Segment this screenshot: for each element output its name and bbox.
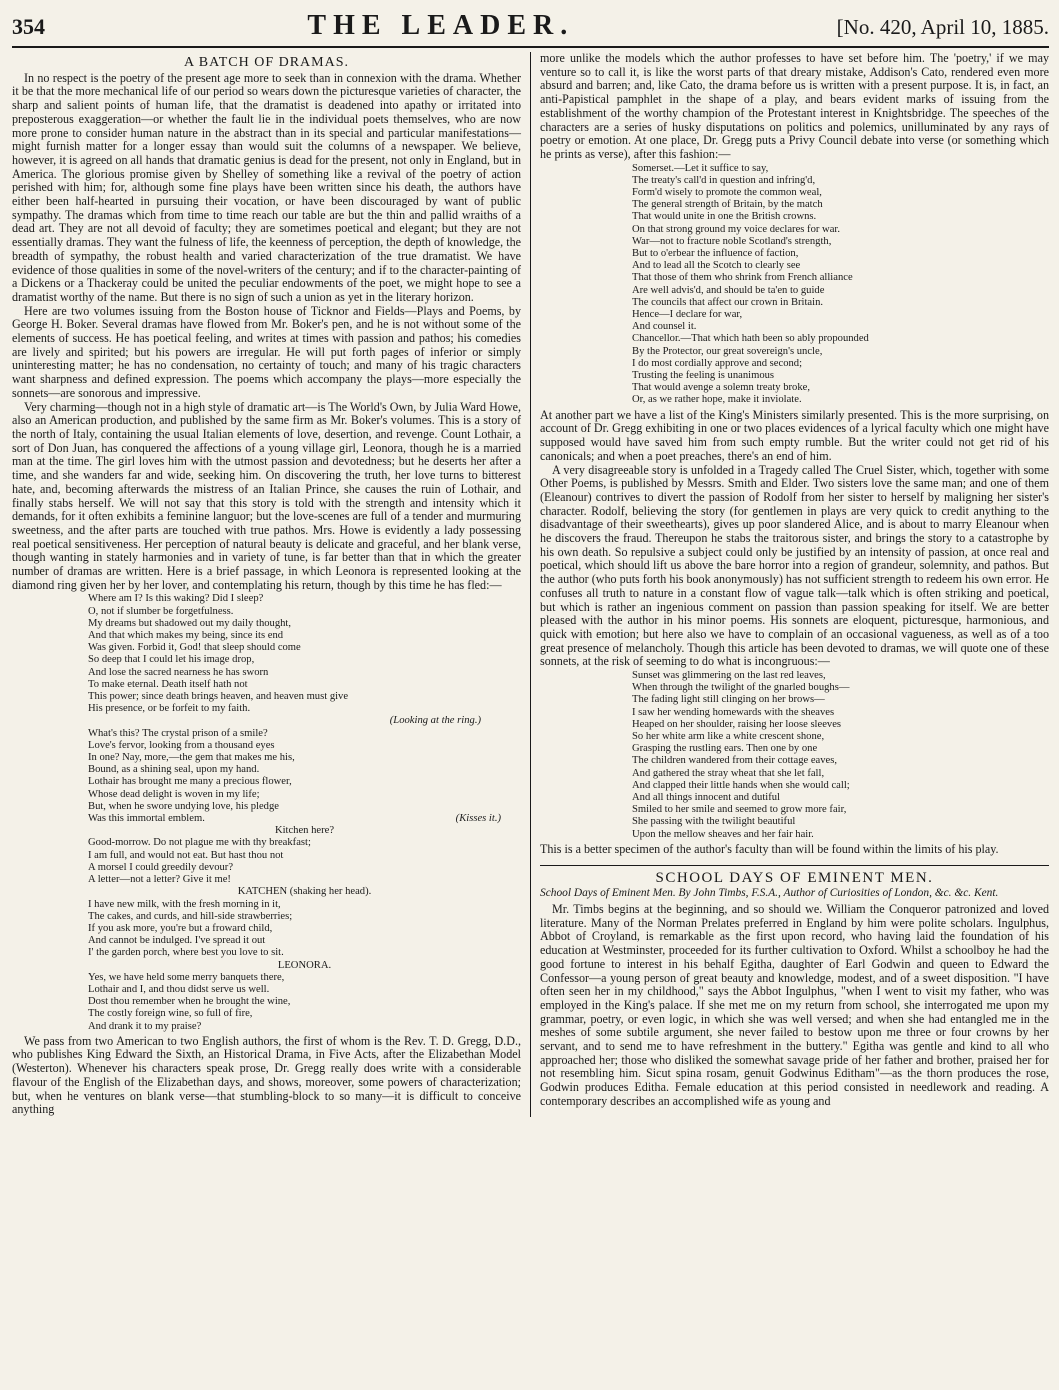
page-header [12, 10, 1049, 48]
verse-line: My dreams but shadowed out my daily thought, [88, 617, 292, 629]
verse-line: Or, as we rather hope, make it inviolate. [632, 394, 802, 406]
verse-line: The costly foreign wine, so full of fire, [88, 1008, 253, 1020]
verse-line: Lothair has brought me many a precious flower, [88, 776, 292, 788]
verse-line: Lothair and I, and thou didst serve us well. [88, 983, 270, 995]
verse-line: Smiled to her smile and seemed to grow more fair, [632, 804, 847, 816]
paragraph: This is a better specimen of the author's faculty than will be found within the limits of his play. [540, 841, 999, 856]
paragraph: In no respect is the poetry of the present age more to seek than in connexion with the drama. Whether it be that the more mechanical life of our period so wears down the picturesque varieties of character, the sharp and salient points of human life, that the dramatist is deadened into apathy or irritated into preposterous exaggeration—or whether the fault lie in the individual poets themselves, who are now more prone to consider human nature in the abstract than in its special and particular manifestations—might furnish matter for a longer essay than would suit the columns of a newspaper. We believe, however, it is agreed on all hands that dramatic genius is dead for the present, not only in England, but in America. The glorious promise given by Shelley of something like a revival of the poetry of action perished with him; for, although some fine plays have been written since his death, the authors have either been half-hearted in pursuing their vocation, or have been discouraged by want of public sympathy. The dramas which from time to time reach our table are but the thin and pallid wraiths of a dead art. They are not all devoid of faculty; they are sometimes poetical and elegant; but they are not essentially dramas. They want the fulness of life, the keenness of perception, the depth of knowledge, the breadth of sympathy, the robust health and varied characterization of the true dramatist. We have evidence of those qualities in some of the novel-writers of the century; and if to the character-painting of a Dickens or a Thackeray could be united the peculiar endowments of the poet, we might hope to see a dramatist worthy of the name. But there is no sign of such a union as yet in the literary horizon. [12, 70, 521, 304]
verse-line: The councils that affect our crown in Britain. [632, 296, 824, 308]
verse-line: Heaped on her shoulder, raising her loose sleeves [632, 718, 842, 730]
verse-line-with-direction [88, 813, 521, 825]
verse-line: Chancellor.—That which hath been so ably propounded [632, 333, 869, 345]
page-number: 354 [12, 14, 45, 39]
verse-block [88, 593, 521, 1032]
verse-line: If you ask more, you're but a froward child, [88, 922, 273, 934]
verse-line: The cakes, and curds, and hill-side strawberries; [88, 910, 293, 922]
verse-line: And that which makes my being, since its end [88, 630, 284, 642]
verse-line: So her white arm like a white crescent shone, [632, 731, 825, 743]
verse-line: Hence—I declare for war, [632, 309, 743, 321]
verse-line: I have new milk, with the fresh morning in it, [88, 898, 281, 910]
verse-block [632, 163, 1049, 407]
paragraph: more unlike the models which the author professes to have set before him. The 'poetry,' if we may venture so to call it, is like the worst parts of that dreary mistake, Addison's Cato, rendered even more absurd and barren; and, like Cato, the drama before us is written with a present purpose. It is, in fact, an anti-Papistical pamphlet in the shape of a play, and bears evident marks of issuing from the establishment of the worthy champion of the Protestant interest in Knightsbridge. The speeches of the characters are a series of husky disputations on politics and polemics, unilluminated by any rays of poetry or emotion. At one place, Dr. Gregg puts a Privy Council debate into verse (or something which he prints as verse), after this fashion:— [540, 52, 1049, 161]
verse-line: I saw her wending homewards with the sheaves [632, 706, 835, 718]
verse-line: Where am I? Is this waking? Did I sleep? [88, 593, 264, 605]
left-column [12, 52, 531, 1117]
sonnet-block [632, 670, 1049, 841]
speaker-heading: LEONORA. [277, 959, 332, 971]
verse-line: Good-morrow. Do not plague me with thy breakfast; [88, 837, 311, 849]
verse-line: Are well advis'd, and should be ta'en to guide [632, 284, 825, 296]
article-title-dramas: A BATCH OF DRAMAS. [183, 55, 350, 70]
verse-line: She passing with the twilight beautiful [632, 816, 796, 828]
verse-line: This power; since death brings heaven, and heaven must give [88, 691, 349, 703]
paragraph: Very charming—though not in a high style of dramatic art—is The World's Own, by Julia Ward Howe, also an American production, and published by the same firm as Mr. Boker's volumes. This is a story of the north of Italy, containing the usual Italian elements of love, desertion, and revenge. Count Lothair, a sort of Don Juan, has conquered the affections of a young village girl, Leonora, though he is a married man at the time. The girl loves him with the utmost passion and devotedness; but he deserts her after a time, and she wanders far and wide, seeking him. On discovering the truth, her love turns to bitterest hate, and, becoming afterwards the mistress of an Italian Prince, she causes the ruin of Lothair, and finally stabs herself. We will not say that this story is told with the strength and intensity which it demands, for it often exhibits a feminine languor; but the love-scenes are full of a tender and murmuring sweetness, and the after parts are touched with true pathos. Mrs. Howe is evidently a lady possessing real poetical sensitiveness. Her perception of natural beauty is delicate and graceful, and her blank verse, though wanting in stately harmonies and in variety of tune, is far better than that in which the greater number of dramas are written. Here is a brief passage, in which Leonora is represented looking at the diamond ring given her by her lover, and contemplating his return, though by this time he has fled:— [12, 399, 521, 592]
verse-line: That would avenge a solemn treaty broke, [632, 382, 810, 394]
verse-line: Dost thou remember when he brought the wine, [88, 996, 291, 1008]
verse-line: His presence, or be forfeit to my faith. [88, 703, 251, 715]
verse-line: And lose the sacred nearness he has sworn [88, 666, 269, 678]
paragraph: Here are two volumes issuing from the Boston house of Ticknor and Fields—Plays and Poems, by George H. Boker. Several dramas have flowed from Mr. Boker's pen, and he is not without some of the elements of success. He has poetical feeling, and writes at times with passion and pathos; his comedies are lively and spirited; but his powers are irregular. He will put forth pages of inferior or simply uninteresting matter; he has no condensation, no certainty of touch; and many of his tragic characters want sharpness and defined expression. The poems which accompany the plays—more especially the sonnets—are sonorous and impressive. [12, 303, 521, 400]
verse-line: And cannot be indulged. I've spread it out [88, 935, 266, 947]
verse-line: Love's fervor, looking from a thousand eyes [88, 739, 275, 751]
verse-line: The treaty's call'd in question and infring'd, [632, 174, 816, 186]
verse-line: I' the garden porch, where best you love to sit. [88, 947, 284, 959]
verse-line: O, not if slumber be forgetfulness. [88, 605, 234, 617]
verse-line: A morsel I could greedily devour? [88, 861, 234, 873]
verse-line: Kitchen here? [274, 825, 335, 837]
verse-line: To make eternal. Death itself hath not [88, 678, 248, 690]
masthead-title: THE LEADER. [307, 10, 575, 41]
verse-line: So deep that I could let his image drop, [88, 654, 255, 666]
verse-line: A letter—not a letter? Give it me! [88, 874, 231, 886]
verse-line: That those of them who shrink from French alliance [632, 272, 853, 284]
verse-line: And to lead all the Scotch to clearly see [632, 260, 801, 272]
verse-line: But to o'erbear the influence of faction, [632, 248, 799, 260]
verse-line: And gathered the stray wheat that she let fall, [632, 767, 825, 779]
paragraph: Mr. Timbs begins at the beginning, and so should we. William the Conqueror patronized and loved literature. Many of the Norman Prelates preferred in England by him were polite scholars. Ingulphus, Abbot of Croyland, is remarkable as the first upon record, who having laid the foundation of his education at Westminster, proceeded for its further cultivation to Oxford. Whilst a schoolboy he had the good fortune to interest in his behalf Egitha, daughter of Earl Godwin and queen to Edward the Confessor—a young person of great beauty and knowledge, modest, and of a sweet disposition. "I have often seen her in my childhood," says the Abbot Ingulphus, "when I went to visit my father, who was employed in the King's palace. If she met me on my return from school, she interrogated me upon my grammar, poetry, or even logic, in which she was well versed; and when she had entangled me in the meshes of some subtile argument, she never failed to bestow upon me three or four crowns by her servant, and to send me to have refreshment in the buttery." Egitha was gentle and kind to all who approached her; those who disliked the somewhat savage pride of her father and brother, praised her for not resembling him. Sicut spina rosam, genuit Godwinus Editham"—as the thorn produces the rose, Godwin produces Editha. Female education at this period consisted in needlework and reading. A contemporary describes an accomplished wife as young and [540, 902, 1049, 1108]
speaker-heading: KATCHEN (shaking her head). [237, 886, 372, 898]
verse-line: Whose dead delight is woven in my life; [88, 788, 260, 800]
verse-line: War—not to fracture noble Scotland's strength, [632, 235, 832, 247]
verse-line: I am full, and would not eat. But hast thou not [88, 849, 284, 861]
right-column [531, 52, 1049, 1117]
verse-line: Somerset.—Let it suffice to say, [632, 162, 769, 174]
paragraph: At another part we have a list of the King's Ministers similarly presented. This is the more surprising, on account of Dr. Gregg exhibiting in one or two places evidences of a lyrical faculty which one might have supposed would have saved him from such empty rumble. But the writer could not get rid of his canonicals; and when a poet preaches, there's an end of him. [540, 407, 1049, 463]
columns [12, 52, 1049, 1117]
verse-line: Bound, as a shining seal, upon my hand. [88, 764, 260, 776]
verse-line: By the Protector, our great sovereign's uncle, [632, 345, 823, 357]
verse-line: On that strong ground my voice declares for war. [632, 223, 840, 235]
verse-line: What's this? The crystal prison of a smile? [88, 727, 268, 739]
article-title-school-days: SCHOOL DAYS OF EMINENT MEN. [540, 865, 1049, 886]
verse-line: Yes, we have held some merry banquets there, [88, 971, 285, 983]
issue-date: [No. 420, April 10, 1885. [836, 15, 1049, 39]
verse-line: In one? Nay, more,—the gem that makes me his, [88, 752, 295, 764]
verse-line: But, when he swore undying love, his pledge [88, 800, 279, 812]
verse-line: And clapped their little hands when she would call; [632, 779, 850, 791]
verse-line: Grasping the rustling ears. Then one by one [632, 743, 818, 755]
verse-line: The children wandered from their cottage eaves, [632, 755, 838, 767]
verse-line: And counsel it. [632, 321, 697, 333]
stage-direction: (Kisses it.) [455, 813, 501, 825]
paragraph: A very disagreeable story is unfolded in a Tragedy called The Cruel Sister, which, together with some Other Poems, is published by Messrs. Smith and Elder. Two sisters love the same man; and one of them (Eleanour) contrives to divert the passion of Rodolf from her sister to herself by maligning her sister's character. Rodolf, believing the story (for gentlemen in plays are very quick to credit anything to the disadvantage of their sweethearts), gives up poor slandered Alice, and is about to marry Eleanour when he discovers the fraud. Thereupon he stabs the traitorous sister, and brings the story to a catastrophe by his own death. So repulsive a subject could only be justified by an intensity of passion, at once real and poetical, which should lift us above the bare horror into a region of grandeur, solemnity, and pathos. But the author (who puts forth his book anonymously) has not sufficient strength to redeem his own error. He confuses all truth to nature in a constant flow of vague talk—talk which is often striking and poetical, but which is rather an ingenious comment on passion than passion speaking for itself. We are better pleased with the author in his minor poems. His sonnets are eloquent, picturesque, harmonious, and quick with emotion; but here also we have to complain of an occasional vagueness, as well as of a too great presence of melancholy. Though this article has been devoted to dramas, we will quote one of these sonnets, at the risk of seeming to do what is incongruous:— [540, 462, 1049, 669]
verse-line: And drank it to my praise? [88, 1020, 202, 1032]
verse-line: Was this immortal emblem. [88, 813, 205, 825]
verse-line: That would unite in one the British crowns. [632, 211, 817, 223]
verse-line: I do most cordially approve and second; [632, 357, 803, 369]
verse-line: Sunset was glimmering on the last red leaves, [632, 670, 826, 682]
verse-line: The fading light still clinging on her brows— [632, 694, 825, 706]
verse-line: When through the twilight of the gnarled boughs— [632, 682, 850, 694]
verse-line: The general strength of Britain, by the match [632, 199, 823, 211]
stage-direction: (Looking at the ring.) [389, 715, 481, 727]
verse-line: Form'd wisely to promote the common weal, [632, 187, 822, 199]
paragraph: We pass from two American to two English authors, the first of whom is the Rev. T. D. Gregg, D.D., who publishes King Edward the Sixth, an Historical Drama, in Five Acts, after the Elizabethan Model (Westerton). Whenever his characters speak prose, Dr. Gregg really does write with a considerable flavour of the English of the Elizabethan days, and shows, moreover, some powers of characterization; but, when he ventures on blank verse—that stumbling-block to so many—it is difficult to conceive anything [12, 1033, 521, 1117]
verse-line: Upon the mellow sheaves and her fair hair. [632, 828, 814, 840]
verse-line: Was given. Forbid it, God! that sleep should come [88, 642, 301, 654]
verse-line: Trusting the feeling is unanimous [632, 370, 775, 382]
book-citation: School Days of Eminent Men. By John Timbs, F.S.A., Author of Curiosities of London, &c. &c. Kent. [540, 887, 999, 900]
verse-line: And all things innocent and dutiful [632, 792, 780, 804]
